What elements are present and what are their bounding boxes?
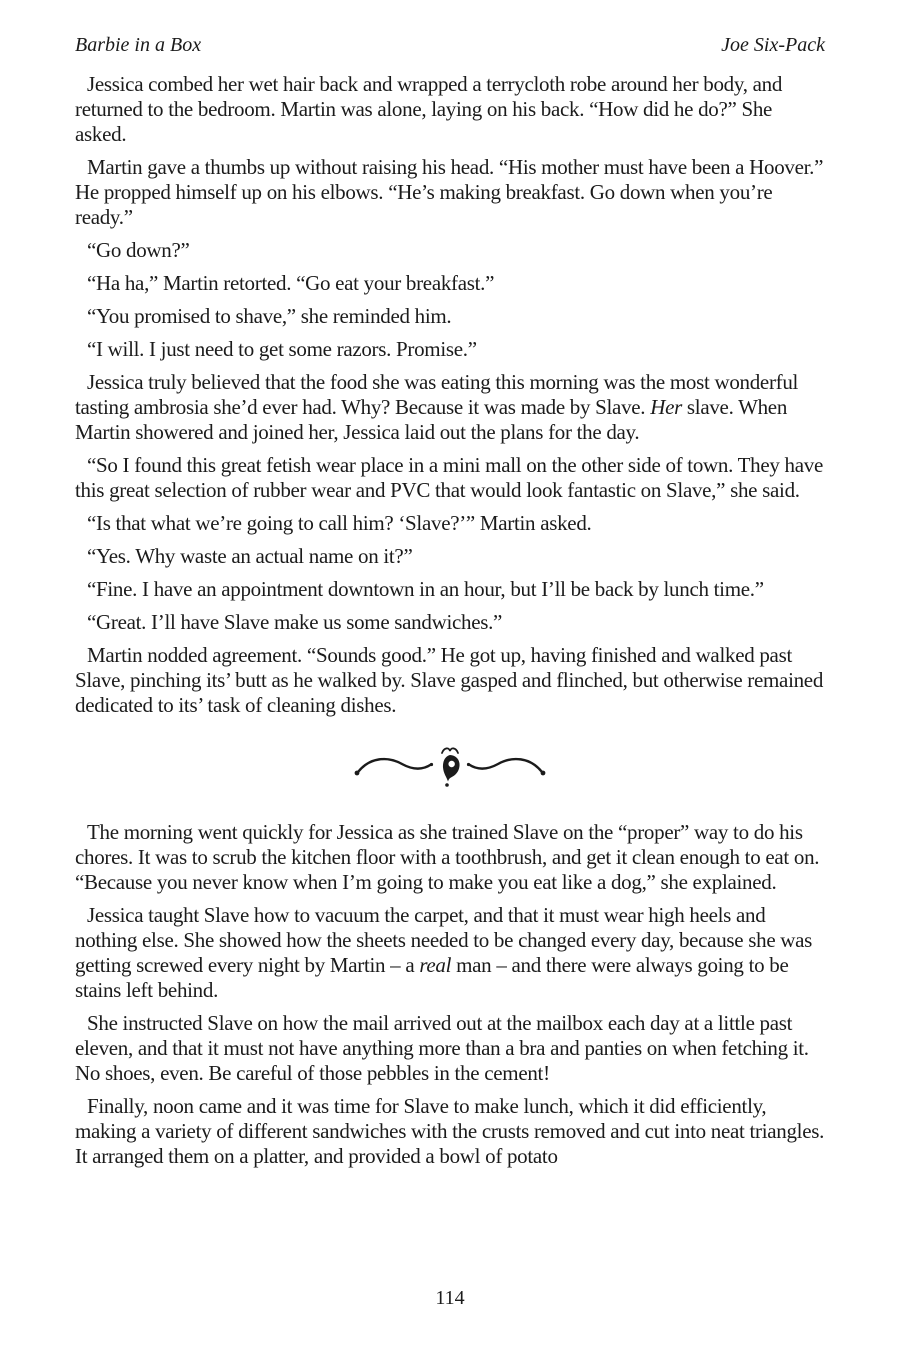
paragraph: She instructed Slave on how the mail arrived out at the mailbox each day at a little past eleven, and that it must not have anything more than a bra and panties on when fetching it. No shoes, even. Be careful of those pebbles in the cement! [75,1011,809,1085]
calligraphic-flourish-icon [350,744,550,790]
paragraph: Jessica truly believed that the food she was eating this morning was the most wonderful tasting ambrosia she’d ever had. Why? Because it was made by Slave. Her slave. When Martin showered and joined her, Jessica laid out the plans for the day. [75,370,799,444]
paragraph: Martin gave a thumbs up without raising his head. “His mother must have been a Hoover.” He propped himself up on his elbows. “He’s making breakfast. Go down when you’re ready.” [75,155,824,229]
section-divider [75,744,825,790]
paragraph: The morning went quickly for Jessica as she trained Slave on the “proper” way to do his chores. It was to scrub the kitchen floor with a toothbrush, and get it clean enough to eat on. “Because you never know when I’m going to make you eat like a dog,” she explained. [75,820,820,894]
paragraph: Martin nodded agreement. “Sounds good.” He got up, having finished and walked past Slave, pinching its’ butt as he walked by. Slave gasped and flinched, but otherwise remained dedicated to its’ task of cleaning dishes. [75,643,824,717]
paragraph: Jessica taught Slave how to vacuum the carpet, and that it must wear high heels and nothing else. She showed how the sheets needed to be changed every day, because she was getting screwed every night by Martin – a real man – and there were always going to be stains left behind. [75,903,813,1002]
paragraph: “Yes. Why waste an actual name on it?” [87,544,413,568]
paragraph: “So I found this great fetish wear place in a mini mall on the other side of town. They have this great selection of rubber wear and PVC that would look fantastic on Slave,” she said. [75,453,823,502]
paragraph: “Great. I’ll have Slave make us some sandwiches.” [87,610,503,634]
paragraph: “You promised to shave,” she reminded him. [87,304,452,328]
running-header-book-title: Barbie in a Box [75,34,202,56]
paragraph: “Go down?” [87,238,190,262]
paragraph: “Fine. I have an appointment downtown in an hour, but I’ll be back by lunch time.” [87,577,764,601]
page-number: 114 [435,1287,465,1309]
running-header [75,34,825,56]
paragraph: Finally, noon came and it was time for Slave to make lunch, which it did efficiently, making a variety of different sandwiches with the crusts removed and cut into neat triangles. It arranged them on a platter, and provided a bowl of potato [75,1094,825,1168]
paragraph: “Is that what we’re going to call him? ‘Slave?’” Martin asked. [87,511,592,535]
paragraph: “Ha ha,” Martin retorted. “Go eat your breakfast.” [87,271,495,295]
page-footer [0,1287,900,1310]
body-content [75,72,825,1169]
paragraph: Jessica combed her wet hair back and wrapped a terrycloth robe around her body, and returned to the bedroom. Martin was alone, laying on his back. “How did he do?” She asked. [75,72,783,146]
paragraph: “I will. I just need to get some razors. Promise.” [87,337,477,361]
running-header-author-name: Joe Six-Pack [721,34,825,56]
